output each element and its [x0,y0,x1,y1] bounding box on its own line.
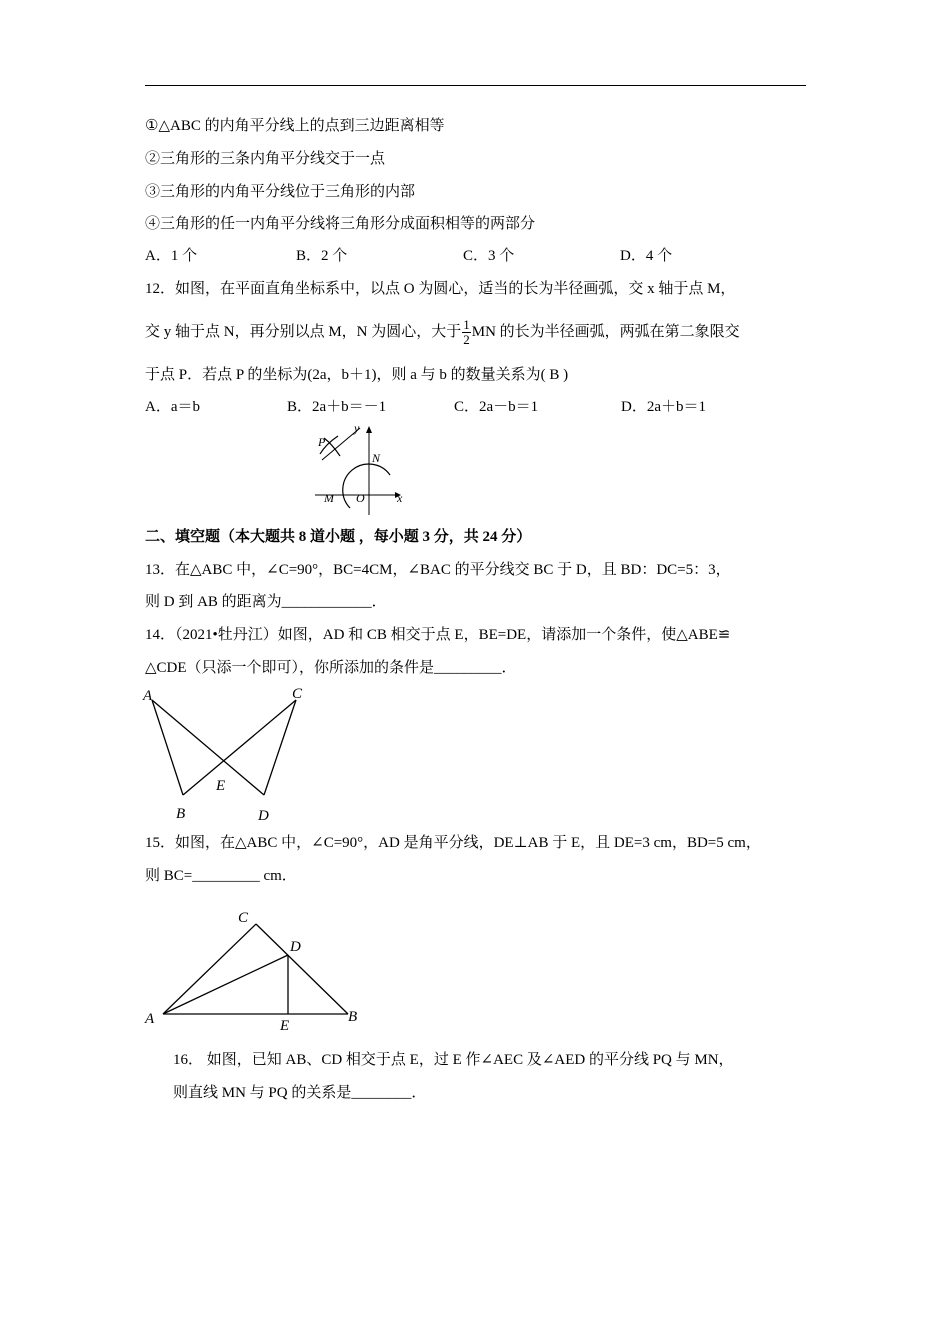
label-d: D [290,939,301,955]
q12-option-c: C．2a－b＝1 [454,399,539,415]
q12-line-1: 12．如图，在平面直角坐标系中，以点 O 为圆心，适当的长为半径画弧，交 x 轴于点 M， [145,281,736,297]
q14-line-1: 14．（2021•牡丹江）如图，AD 和 CB 相交于点 E，BE=DE，请添加一个条件，使△ABE≌ [145,627,731,643]
q13-line-1: 13．在△ABC 中，∠C=90°，BC=4CM，∠BAC 的平分线交 BC 于 D，且 BD：DC=5：3， [145,562,731,578]
q12-option-b: B．2a＋b＝－1 [287,399,387,415]
q16-line-2: 则直线 MN 与 PQ 的关系是________． [173,1085,427,1101]
label-e: E [216,778,226,794]
fraction-one-half [462,318,471,347]
q15-line-1: 15．如图，在△ABC 中，∠C=90°，AD 是角平分线，DE⊥AB 于 E，且 DE=3 cm，BD=5 cm， [145,835,761,851]
fraction-numerator: 1 [463,317,470,332]
label-c: C [292,686,303,702]
q12-line-3: 于点 P．若点 P 的坐标为(2a，b＋1)，则 a 与 b 的数量关系为( B ) [145,367,569,383]
q11-option-c: C．3 个 [463,248,515,264]
segment-ab [152,700,183,795]
label-n: N [372,451,381,465]
q14-bowtie-figure [140,683,315,825]
q12-line-2-start: 交 y 轴于点 N，再分别以点 M，N 为圆心，大于 [145,323,462,340]
q12-line-2 [145,318,740,347]
label-a: A [143,688,153,704]
q11-option-d: D．4 个 [620,248,673,264]
header-rule [145,85,806,86]
q14-line-2: △CDE（只添一个即可），你所添加的条件是_________． [145,660,517,676]
label-o: O [356,491,365,505]
q13-line-2: 则 D 到 AB 的距离为____________． [145,594,387,610]
statement-4: ④三角形的任一内角平分线将三角形分成面积相等的两部分 [145,216,536,232]
statement-1: ①△ABC 的内角平分线上的点到三边距离相等 [145,118,445,134]
label-y: y [354,421,360,435]
segment-ad [152,700,264,795]
label-b: B [348,1009,358,1025]
center-arc [343,464,390,508]
label-m: M [324,491,334,505]
label-x: x [397,491,403,505]
segment-ad [163,955,288,1014]
section-2-title: 二、填空题（本大题共 8 道小题 ，每小题 3 分，共 24 分） [145,529,532,545]
q12-option-a: A．a＝b [145,399,200,415]
label-d: D [258,808,269,824]
label-p: P [318,435,326,449]
q12-coordinate-figure [300,420,415,515]
y-axis-arrow [366,426,372,433]
label-b: B [176,806,186,822]
label-a: A [145,1011,155,1027]
segment-cb [256,924,348,1014]
q11-option-b: B．2 个 [296,248,348,264]
label-c: C [238,910,249,926]
q16-line-1: 16． 如图，已知 AB、CD 相交于点 E，过 E 作∠AEC 及∠AED 的平分线 PQ 与 MN， [173,1052,734,1068]
q15-line-2: 则 BC=_________ cm． [145,868,297,884]
statement-2: ②三角形的三条内角平分线交于一点 [145,151,386,167]
segment-ac [163,924,256,1014]
q15-triangle-figure [140,903,370,1033]
statement-3: ③三角形的内角平分线位于三角形的内部 [145,184,416,200]
fraction-denominator: 2 [463,332,470,347]
segment-cb [183,700,296,795]
q12-option-d: D．2a＋b＝1 [621,399,706,415]
q12-line-2-end: MN 的长为半径画弧，两弧在第二象限交 [471,323,740,340]
label-e: E [280,1018,290,1034]
q11-option-a: A．1 个 [145,248,198,264]
